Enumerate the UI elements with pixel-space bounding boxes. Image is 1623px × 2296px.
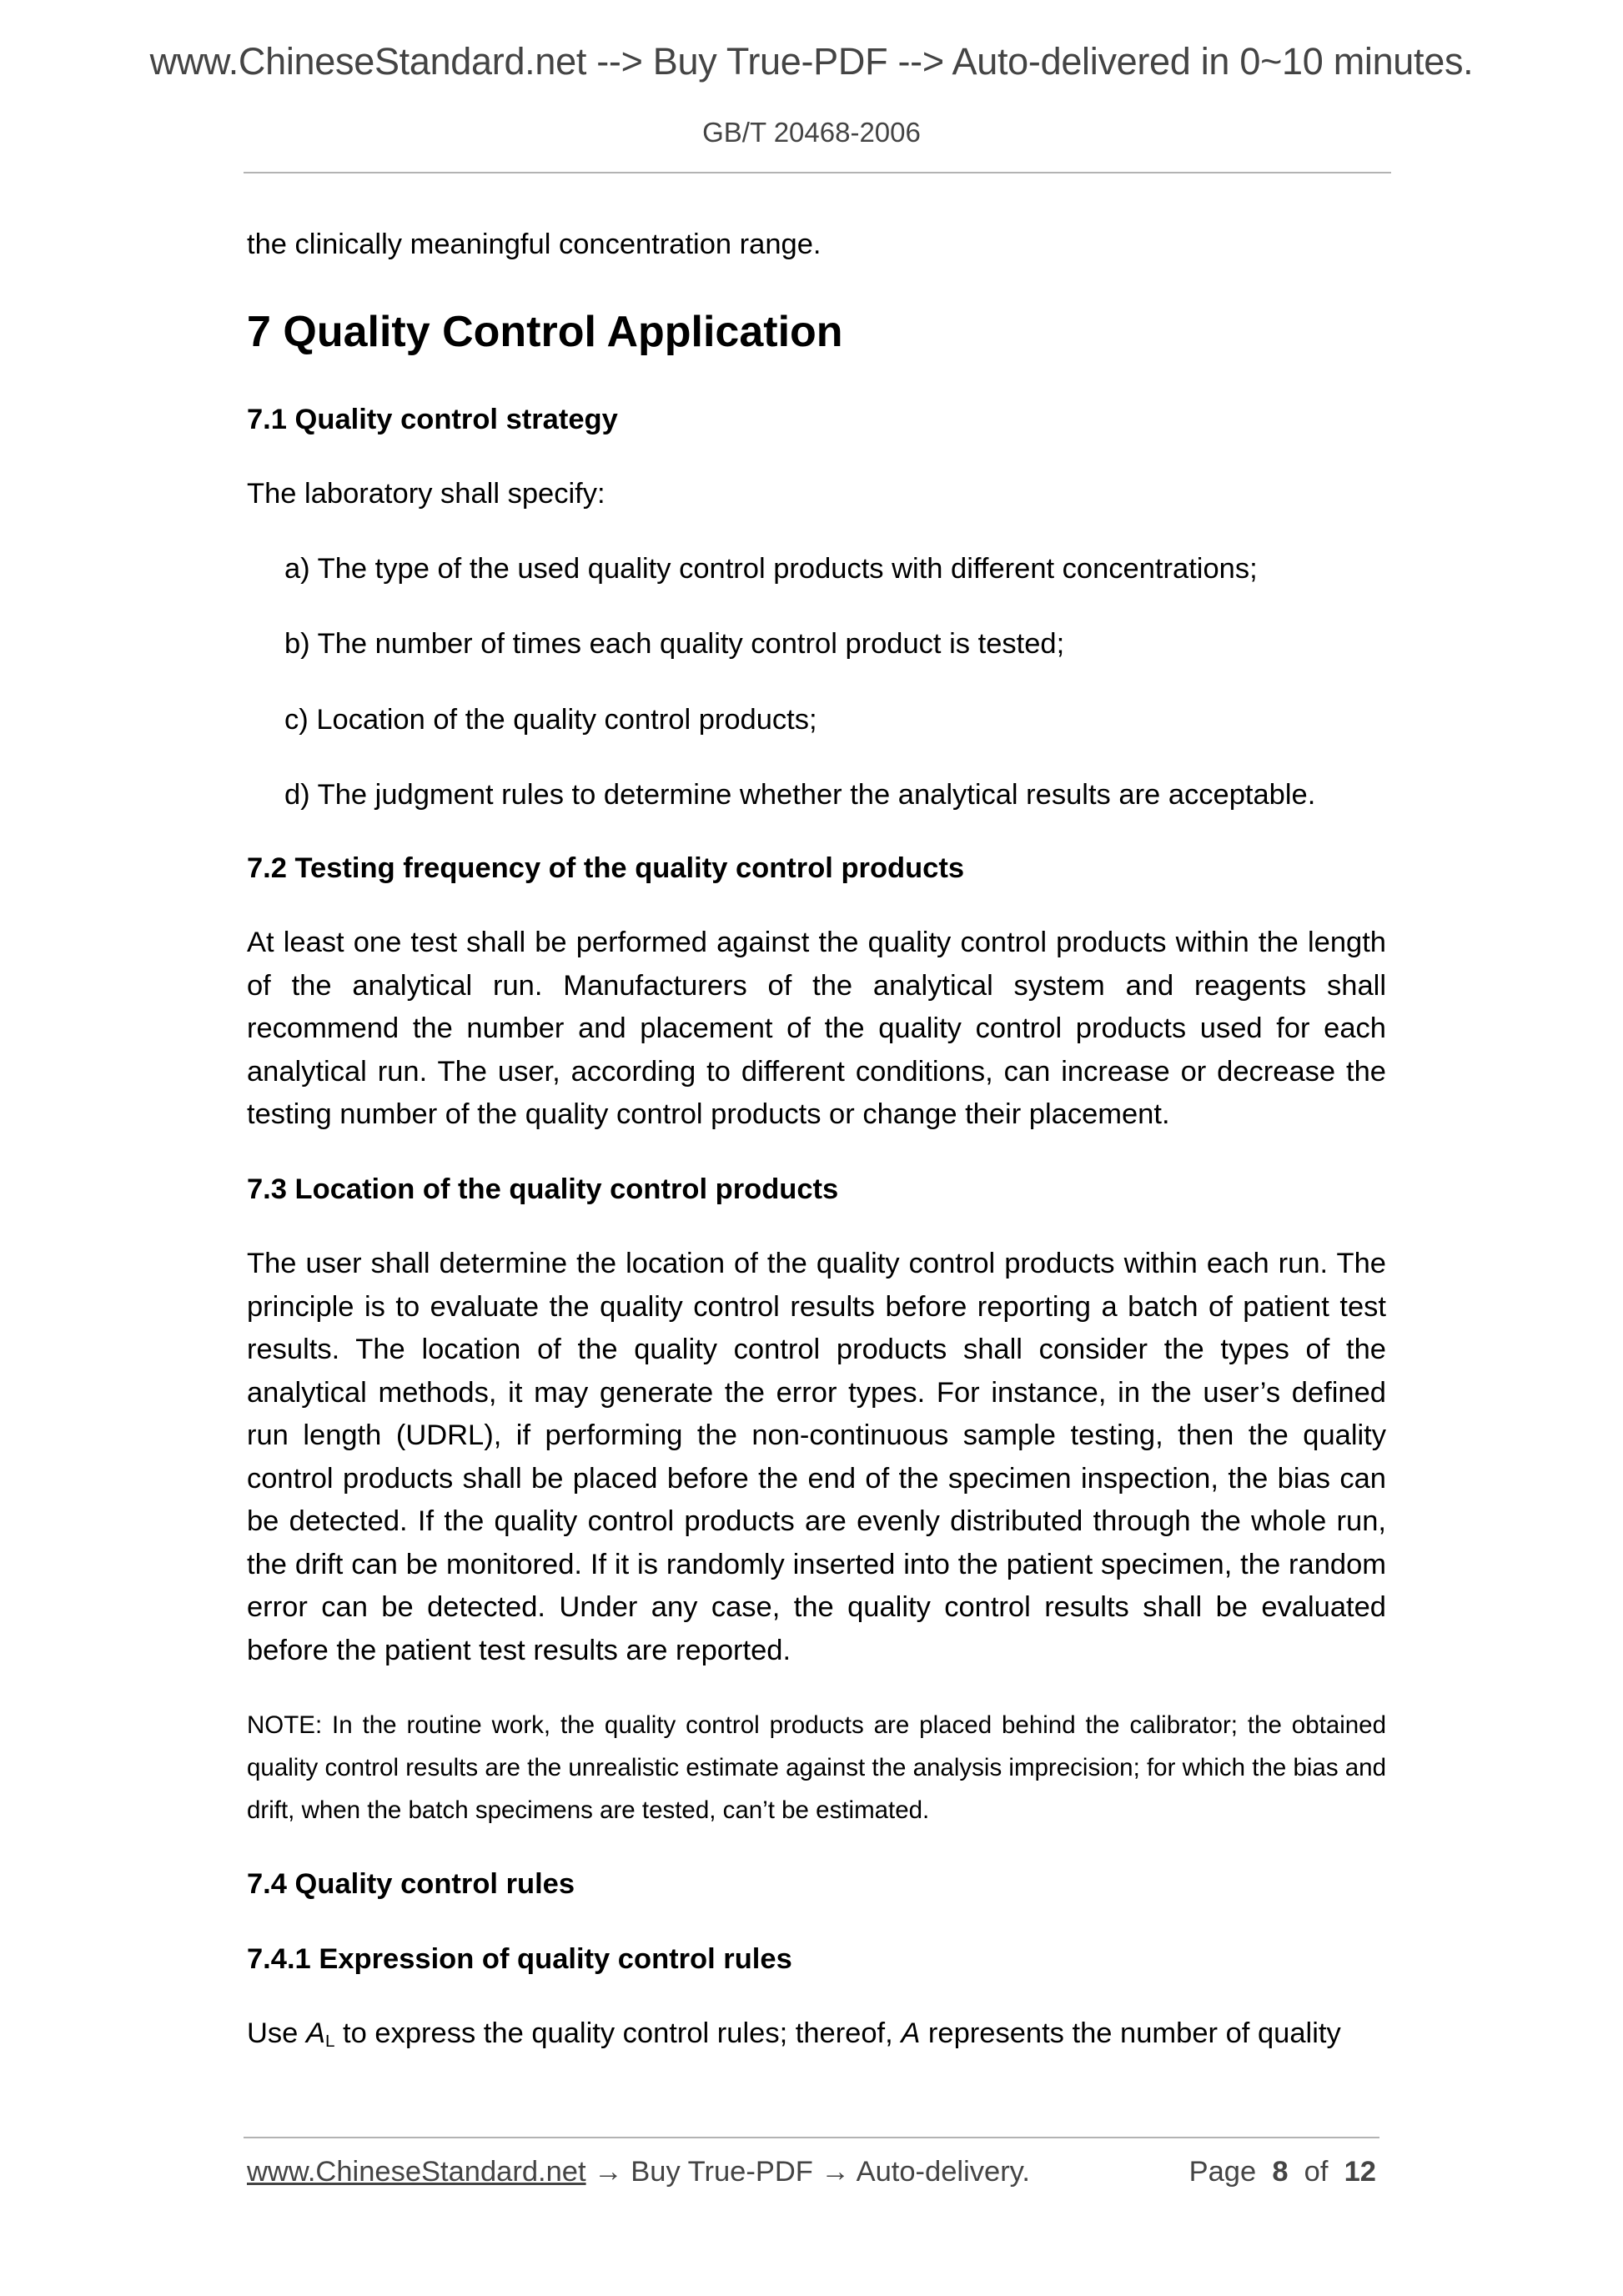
- arrow-right-icon: →: [594, 2156, 623, 2188]
- continuation-text: the clinically meaningful concentration range.: [247, 229, 822, 260]
- section-7-1-intro: The laboratory shall specify:: [247, 478, 605, 510]
- footer-divider: [244, 2137, 1379, 2138]
- footer-buy-text: Buy True-PDF: [622, 2156, 822, 2188]
- text-mid: to express the quality control rules; thereof,: [334, 2017, 902, 2049]
- list-item-b: b) The number of times each quality control product is tested;: [284, 628, 1065, 660]
- text-end: represents the number of quality: [920, 2017, 1341, 2049]
- section-7-3-note: NOTE: In the routine work, the quality control products are placed behind the calibrator; the obtained quality control results are the unrealistic estimate against the analysis imprecision; for which the bias and drift, when the batch specimens are tested, can’t be estimated.: [247, 1711, 1386, 1824]
- text-use: Use: [247, 2017, 306, 2049]
- section-7-4-1-text: [247, 2012, 1386, 2056]
- footer-left: [247, 2156, 1030, 2188]
- footer-delivery-text: Auto-delivery.: [849, 2156, 1030, 2188]
- section-7-2-heading: 7.2 Testing frequency of the quality control products: [247, 852, 965, 884]
- list-item-a: a) The type of the used quality control products with different concentrations;: [284, 552, 1258, 585]
- standard-code: GB/T 20468-2006: [702, 117, 921, 148]
- list-item-c: c) Location of the quality control products;: [284, 703, 817, 736]
- top-banner: www.ChineseStandard.net --> Buy True-PDF --> Auto-delivered in 0~10 minutes.: [149, 40, 1474, 83]
- section-7-4-1-heading: 7.4.1 Expression of quality control rules: [247, 1942, 792, 1975]
- section-7-3-heading: 7.3 Location of the quality control products: [247, 1173, 839, 1205]
- symbol-a-2: A: [901, 2017, 921, 2049]
- symbol-a: A: [305, 2017, 325, 2049]
- page-footer: [247, 2156, 1376, 2188]
- list-item-d: d) The judgment rules to determine whether the analytical results are acceptable.: [284, 779, 1316, 811]
- header-divider: [244, 172, 1391, 173]
- footer-site-link[interactable]: www.ChineseStandard.net: [247, 2156, 586, 2188]
- page-indicator: [1189, 2156, 1376, 2188]
- page-label: Page: [1188, 2156, 1257, 2188]
- page-content: [247, 224, 1386, 2056]
- page-total: 12: [1344, 2156, 1376, 2188]
- section-7-heading: 7 Quality Control Application: [247, 307, 843, 356]
- section-7-3-text: The user shall determine the location of the quality control products within each run. The principle is to evaluate the quality control results before reporting a batch of patient test results. The location of the quality control products shall consider the types of the analytical methods, it may generate the error types. For instance, in the user’s defined run length (UDRL), if performing the non-continuous sample testing, then the quality control products shall be placed before the end of the specimen inspection, the bias can be detected. If the quality control products are evenly distributed through the whole run, the drift can be monitored. If it is randomly inserted into the patient specimen, the random error can be detected. Under any case, the quality control results shall be evaluated before the patient test results are reported.: [247, 1248, 1386, 1666]
- symbol-l-subscript: L: [324, 2032, 335, 2052]
- of-label: of: [1304, 2156, 1329, 2188]
- section-7-1-heading: 7.1 Quality control strategy: [247, 403, 618, 435]
- section-7-4-heading: 7.4 Quality control rules: [247, 1868, 575, 1900]
- page-number: 8: [1272, 2156, 1289, 2188]
- arrow-right-icon: →: [821, 2156, 850, 2188]
- section-7-2-text: At least one test shall be performed against the quality control products within the length of the analytical run. Manufacturers of the analytical system and reagents shall recommend the number and placement of the quality control products used for each analytical run. The user, according to different conditions, can increase or decrease the testing number of the quality control products or change their placement.: [247, 927, 1386, 1130]
